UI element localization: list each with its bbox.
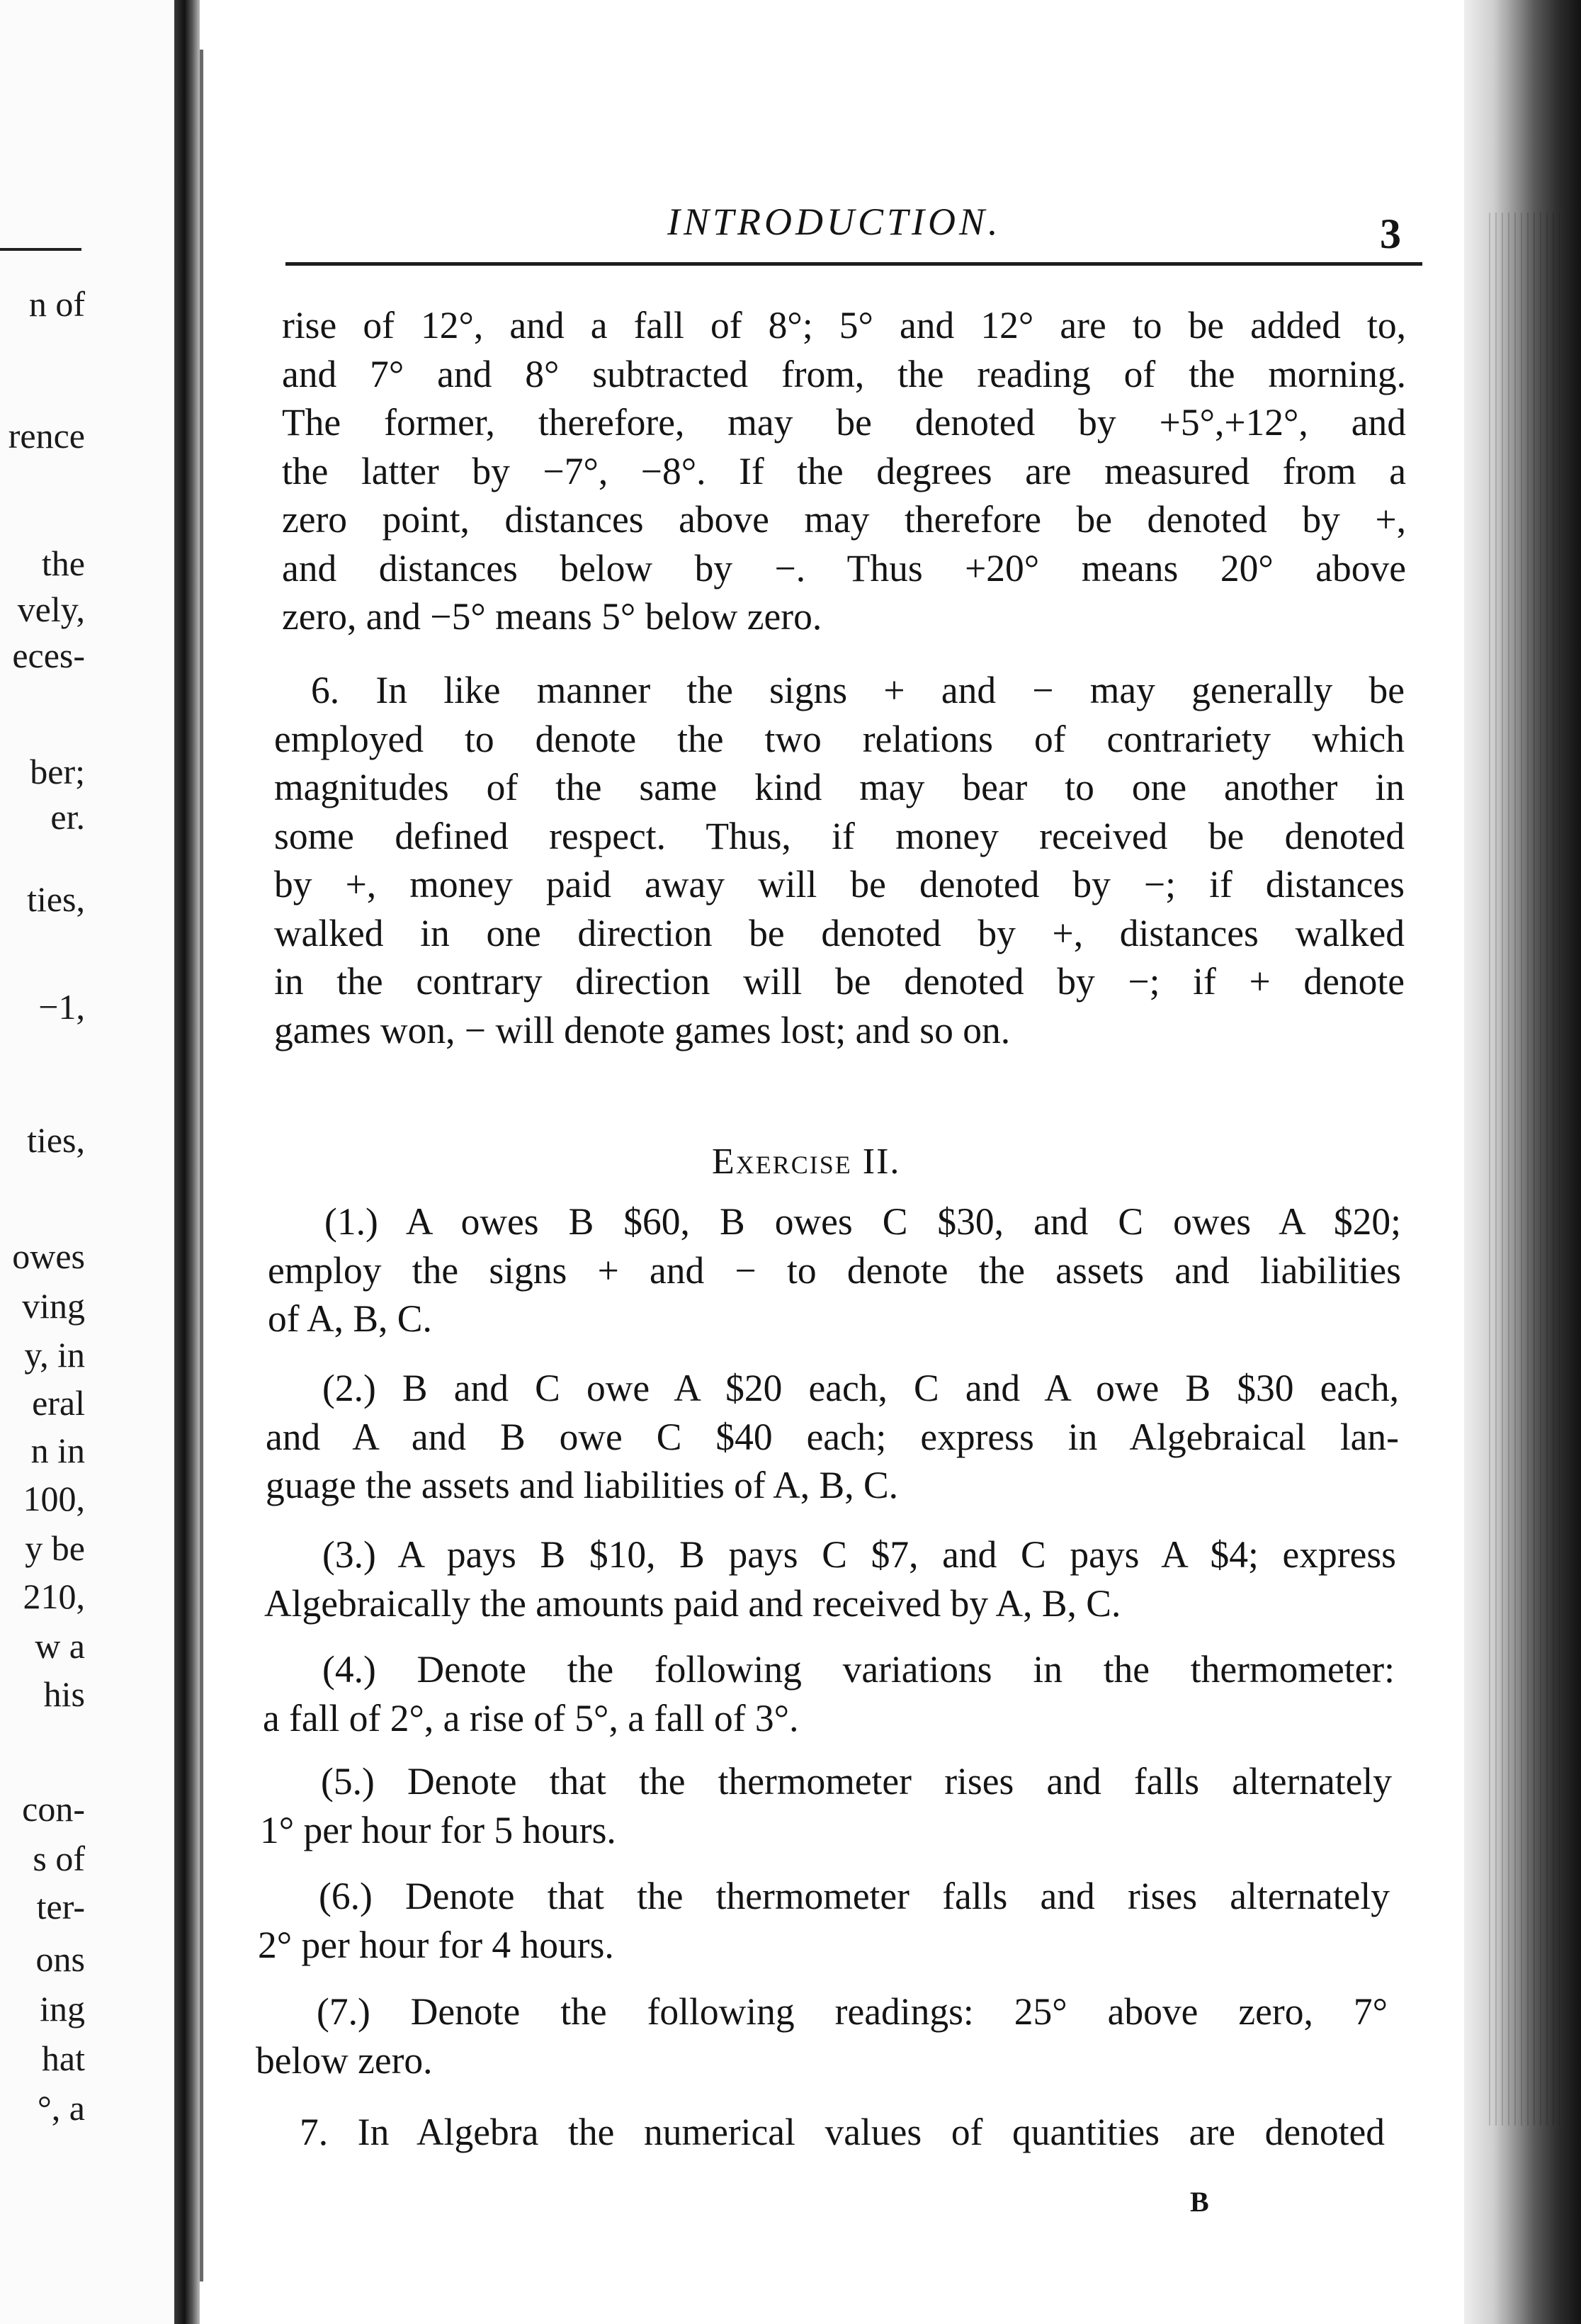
text-line: 2° per hour for 4 hours. [258,1923,614,1966]
left-page-line: s of [33,1839,85,1878]
left-page-line: w a [35,1626,85,1666]
text-line: zero, and −5° means 5° below zero. [282,595,822,638]
left-page-line: rence [8,416,85,456]
left-page-fragment [0,0,177,2324]
text-line: by +, money paid away will be denoted by −; if distances [274,863,1405,906]
left-page-line: the [41,543,85,583]
left-page-line: er. [50,797,85,837]
page-edge-texture [1489,213,1560,2126]
left-page-line: owes [12,1236,85,1276]
signature-mark: B [1190,2186,1209,2218]
text-line: of A, B, C. [268,1297,432,1340]
text-line: (4.) Denote the following variations in the thermometer: [322,1648,1395,1691]
text-line: 6. In like manner the signs + and − may generally be [311,669,1405,711]
page-fore-edge [1464,0,1581,2324]
text-line: 7. In Algebra the numerical values of quantities are denoted [300,2111,1385,2153]
text-line: in the contrary direction will be denoted by −; if + denote [274,960,1405,1003]
exercise-6 [258,1872,1390,1969]
left-page-line: °, a [37,2088,85,2128]
left-page-line: eces- [12,636,85,675]
paragraph-6 [274,666,1405,1054]
left-page-line: −1, [38,987,85,1027]
exercise-2 [266,1364,1399,1510]
text-line: zero point, distances above may therefore be denoted by +, [282,498,1406,541]
left-page-line: vely, [17,590,85,629]
text-line: employ the signs + and − to denote the assets and liabilities [268,1248,1401,1292]
exercise-5 [260,1757,1392,1854]
text-line: a fall of 2°, a rise of 5°, a fall of 3°. [263,1696,799,1739]
left-page-line: eral [32,1383,85,1423]
paragraph-continuation [282,301,1406,641]
text-line: 1° per hour for 5 hours. [260,1808,616,1851]
text-line: rise of 12°, and a fall of 8°; 5° and 12° are to be added to, [282,304,1406,346]
text-line: (6.) Denote that the thermometer falls and rises alternately [319,1875,1390,1917]
left-page-line: n of [28,284,85,324]
left-page-line: ing [40,1989,85,2029]
left-page-line: ties, [27,1120,85,1160]
left-page-line: hat [41,2038,85,2078]
header-rule [285,262,1422,266]
text-line: Algebraically the amounts paid and received by A, B, C. [264,1581,1121,1625]
text-line: and A and B owe C $40 each; express in Algebraical lan- [266,1415,1399,1458]
text-line: the latter by −7°, −8°. If the degrees are measured from a [282,449,1406,492]
text-line: and distances below by −. Thus +20° means 20° above [282,546,1406,590]
left-page-line: y, in [24,1335,85,1375]
left-page-rule [0,248,81,251]
left-page-line: n in [30,1431,85,1470]
exercise-4 [263,1645,1395,1742]
text-line: (5.) Denote that the thermometer rises and falls alternately [321,1760,1392,1803]
text-line: some defined respect. Thus, if money received be denoted [274,814,1405,857]
left-page-line: ties, [27,879,85,919]
paragraph-7 [253,2108,1385,2157]
left-page-line: ving [22,1286,85,1326]
text-line: magnitudes of the same kind may bear to one another in [274,766,1405,808]
left-page-line: his [43,1674,85,1714]
exercise-1 [268,1197,1401,1343]
left-page-line: ter- [36,1887,85,1927]
text-line: and 7° and 8° subtracted from, the reading of the morning. [282,352,1406,395]
left-page-line: y be [25,1528,85,1568]
text-line: employed to denote the two relations of contrariety which [274,717,1405,760]
running-header: INTRODUCTION. [667,201,1002,243]
text-line: (2.) B and C owe A $20 each, C and A owe B $30 each, [322,1367,1399,1409]
text-line: (1.) A owes B $60, B owes C $30, and C owes A $20; [324,1200,1401,1243]
left-page-line: ber; [30,752,85,791]
text-line: walked in one direction be denoted by +, distances walked [274,911,1405,954]
exercise-heading-text: Exercise II. [712,1141,901,1182]
page-number: 3 [1380,210,1401,257]
text-line: below zero. [256,2038,433,2082]
text-line: games won, − will denote games lost; and so on. [274,1008,1011,1051]
exercise-3 [264,1530,1396,1628]
text-line: (3.) A pays B $10, B pays C $7, and C pays A $4; express [322,1533,1396,1576]
left-page-line: 210, [23,1576,85,1616]
left-page-line: 100, [23,1479,85,1518]
exercise-7 [256,1987,1388,2085]
book-gutter [174,0,200,2324]
text-line: The former, therefore, may be denoted by +5°,+12°, and [282,401,1406,444]
left-page-line: con- [22,1789,85,1829]
text-line: (7.) Denote the following readings: 25° above zero, 7° [317,1990,1388,2033]
exercise-heading [712,1141,900,1183]
left-page-line: ons [35,1939,85,1979]
text-line: guage the assets and liabilities of A, B, C. [266,1464,899,1506]
book-page [202,21,1470,2310]
